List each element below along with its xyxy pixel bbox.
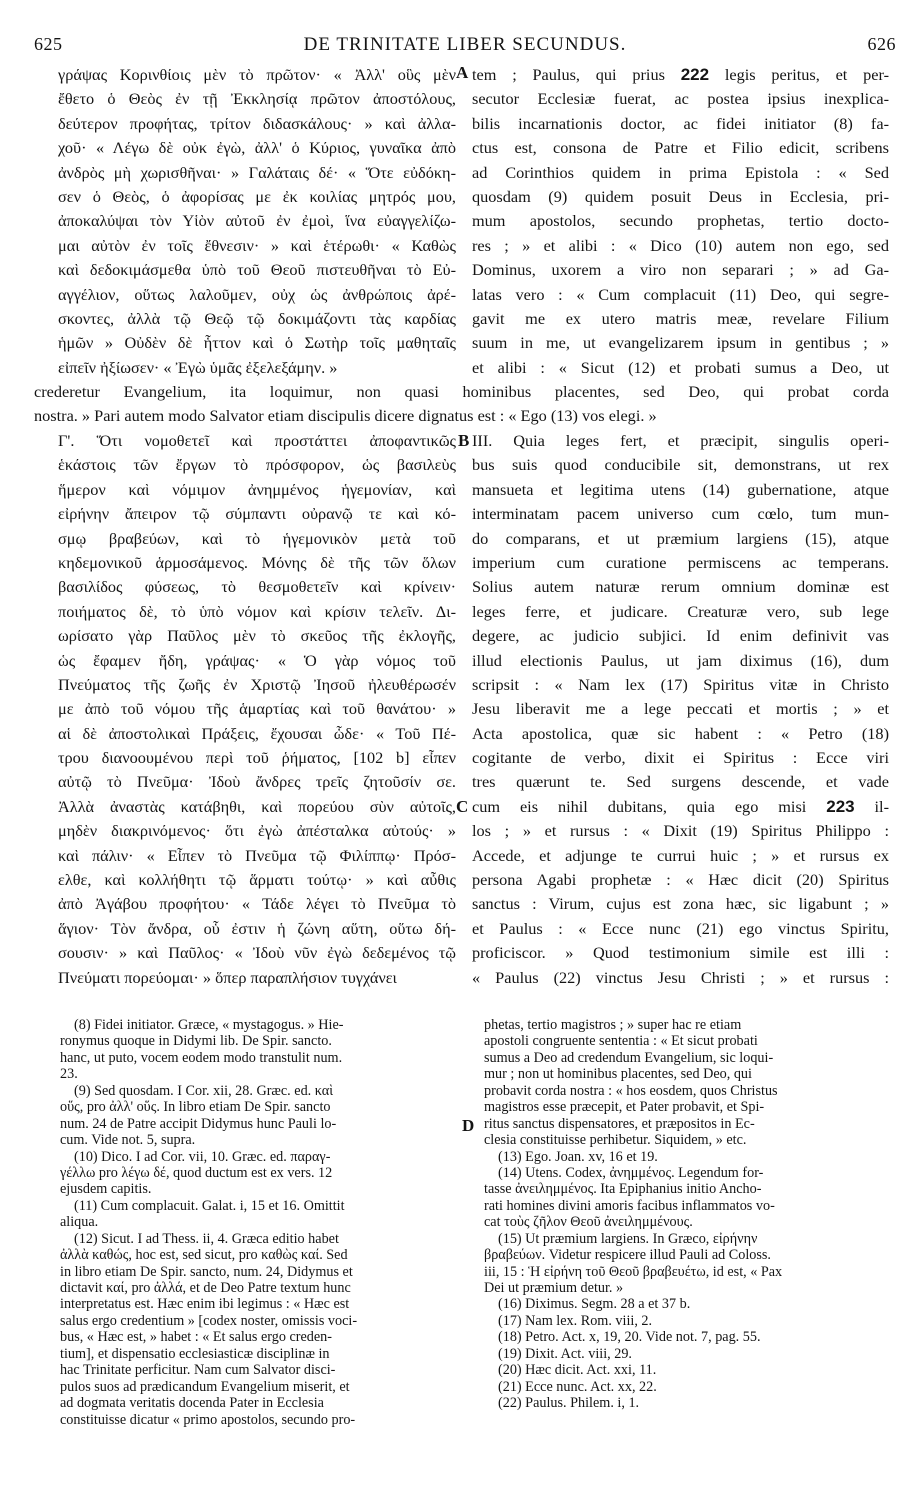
footnote-line: (14) Utens. Codex, ἀνημμένος. Legendum for-: [498, 1164, 764, 1181]
footnote-line: ronymus quoque in Didymi lib. De Spir. sancto.: [60, 1033, 332, 1050]
latin-line: bus suis quod conducibile sit, demonstrans, ut rex: [472, 455, 889, 475]
greek-line: σεν ὁ Θεὸς, ὁ ἀφορίσας με ἐκ κοιλίας μητρός μου,: [58, 186, 456, 206]
footnote-line: interpretatus est. Hæc enim ibi legimus : « Hæc est: [60, 1296, 350, 1313]
latin-line: sanctus : Virum, cujus est zona hæc, sic ligabunt ; »: [472, 894, 889, 914]
latin-line: secutor Ecclesiæ fuerat, ac postea ipsius inexplica-: [472, 89, 889, 109]
greek-column-top: [58, 63, 456, 380]
latin-line: scripsit : « Nam lex (17) Spiritus vitæ in Christo: [472, 674, 889, 694]
latin-line: persona Agabi prophetæ : « Hæc dicit (20) Spiritus: [472, 870, 889, 890]
latin-line: et Paulus : « Ecce nunc (21) ego vinctus Spiritu,: [472, 918, 889, 938]
greek-line: αὐτῷ τὸ Πνεῦμα· Ἰδοὺ ἄνδρες τρεῖς ζητοῦσίν σε.: [58, 772, 456, 792]
latin-line: Solius autem naturæ rerum omnium dominæ est: [472, 577, 889, 597]
margin-marker-d: D: [462, 1116, 475, 1135]
footnote-line: (10) Dico. I ad Cor. vii, 10. Græc. ed. παραγ-: [74, 1148, 331, 1165]
running-title: DE TRINITATE LIBER SECUNDUS.: [303, 34, 627, 55]
footnote-line: (9) Sed quosdam. I Cor. xii, 28. Græc. ed. καὶ: [74, 1082, 334, 1099]
footnote-line: (20) Hæc dicit. Act. xxi, 11.: [498, 1362, 657, 1379]
full-width-line: crederetur Evangelium, ita loquimur, non quasi hominibus placentes, sed Deo, qui probat corda: [34, 382, 889, 401]
latin-line: leges ferre, et judicare. Creaturæ vero, sub lege: [472, 601, 889, 621]
latin-line: imperium cum curatione permiscens ac temperans.: [472, 552, 889, 572]
footnote-line: sumus a Deo ad credendum Evangelium, sic loqui-: [484, 1049, 774, 1066]
latin-line: Accede, et adjunge te currui huic ; » et rursus ex: [472, 845, 889, 865]
latin-line: bilis incarnationis doctor, ac fidei initiator (8) fa-: [472, 113, 889, 133]
latin-line: mum apostolos, secundo prophetas, tertio docto-: [472, 211, 889, 231]
greek-line: ἥμερον καὶ νόμιμον ἀνημμένος ἡγεμονίαν, καὶ: [58, 479, 456, 499]
greek-line: ελθε, καὶ κολλήθητι τῷ ἅρματι τούτῳ· » καὶ αὖθις: [58, 870, 456, 890]
footnote-line: apostoli congruente sententia : « Et sicut probati: [484, 1033, 758, 1050]
latin-line: interminatam pacem universo cum cœlo, tum mun-: [472, 504, 889, 524]
latin-line: cogitante de verbo, dixit ei Spiritus : Ecce viri: [472, 748, 889, 768]
folio-number: 222: [680, 65, 710, 84]
greek-line: ἀποκαλύψαι τὸν Υἱὸν αὐτοῦ ἐν ἐμοὶ, ἵνα εὐαγγελίζω-: [58, 211, 456, 231]
footnote-line: (13) Ego. Joan. xv, 16 et 19.: [498, 1148, 658, 1165]
greek-column-bottom: [58, 429, 456, 990]
greek-line: ἀνδρὸς μὴ χωρισθῆναι· » Γαλάταις δέ· « Ὅτε εὐδόκη-: [58, 162, 456, 182]
footnote-line: (21) Ecce nunc. Act. xx, 22.: [498, 1378, 657, 1395]
footnote-line: (12) Sicut. I ad Thess. ii, 4. Græca editio habet: [74, 1230, 339, 1247]
footnote-line: οὕς, pro ἀλλ' οὕς. In libro etiam De Spir. sancto: [60, 1099, 331, 1116]
greek-line: εἰπεῖν ἠξίωσεν· « Ἐγὼ ὑμᾶς ἐξελεξάμην. »: [58, 357, 338, 377]
folio-number: 223: [826, 796, 855, 816]
greek-line: χοῦ· « Λέγω δὲ οὐκ ἐγὼ, ἀλλ' ὁ Κύριος, γυναῖκα ἀπὸ: [58, 138, 456, 158]
latin-line: [472, 63, 889, 87]
footnote-line: (18) Petro. Act. x, 19, 20. Vide not. 7, pag. 55.: [498, 1329, 761, 1346]
greek-line: Ἀλλὰ ἀναστὰς κατάβηθι, καὶ πορεύου σὺν αὐτοῖς,: [58, 796, 456, 816]
latin-line: do comparans, et ut præmium largiens (15), atque: [472, 528, 889, 548]
latin-column-bottom: [472, 429, 889, 990]
footnote-line: γέλλω pro λέγω δέ, quod ductum est ex vers. 12: [60, 1164, 333, 1181]
latin-line: Dominus, uxorem a viro non separari ; » ad Ga-: [472, 260, 889, 280]
greek-line: κηδεμονικοῦ ἁρμοσάμενος. Μόνης δὲ τῆς τῶν ὅλων: [58, 552, 456, 572]
footnote-line: constituisse dicatur « primo apostolos, secundo pro-: [60, 1411, 356, 1428]
latin-line: latas vero : « Cum complacuit (11) Deo, qui segre-: [472, 284, 889, 304]
footnote-line: tium], et dispensatio ecclesiasticæ disciplinæ in: [60, 1345, 330, 1362]
greek-line: γράψας Κορινθίοις μὲν τὸ πρῶτον· « Ἀλλ' οὓς μὲν: [58, 65, 456, 84]
greek-line: δεύτερον προφήτας, τρίτον διδασκάλους· » καὶ ἀλλα-: [58, 113, 456, 133]
greek-line: αἱ δὲ ἀποστολικαὶ Πράξεις, ἔχουσαι ὧδε· « Τοῦ Πέ-: [58, 723, 456, 743]
footnote-line: hanc, ut puto, vocem eodem modo transtulit num.: [60, 1049, 343, 1066]
margin-marker-b: B: [458, 431, 470, 450]
latin-line: Acta apostolica, quæ sic habent : « Petro (18): [472, 723, 889, 743]
latin-line: tres quærunt te. Sed surgens descende, et vade: [472, 772, 889, 792]
footnote-line: salus ergo credentium » [codex noster, omissis voci-: [60, 1312, 358, 1329]
greek-line: τρου διανοουμένου περὶ τοῦ ῥήματος, [102 b] εἶπεν: [58, 748, 456, 768]
greek-line: Πνεύματι πορεύομαι· » ὅπερ παραπλήσιον τυγχάνει: [58, 967, 397, 987]
footnote-line: ejusdem capitis.: [60, 1181, 152, 1198]
greek-line: ὡς ἔφαμεν ἤδη, γράψας· « Ὁ γὰρ νόμος τοῦ: [58, 650, 456, 670]
footnote-line: iii, 15 : Ἡ εἰρήνη τοῦ Θεοῦ βραβευέτω, id est, « Pax: [484, 1263, 783, 1280]
greek-line: αγγέλιον, οὕτως λαλοῦμεν, οὐχ ὡς ἀνθρώποις ἀρέ-: [58, 284, 456, 304]
footnote-line: clesia constituisse perhibetur. Siquidem, » etc.: [484, 1132, 747, 1149]
latin-line: suum in me, ut evangelizarem ipsum in gentibus ; »: [472, 333, 889, 353]
latin-line: degere, ac judicio subjici. Id enim definivit vas: [472, 626, 889, 646]
margin-marker-c: C: [456, 797, 469, 816]
greek-line: μηδὲν διακρινόμενος· ὅτι ἐγὼ ἀπέσταλκα αὐτούς· »: [58, 821, 456, 841]
greek-line: σουσιν· » καὶ Παῦλος· « Ἰδοὺ νῦν ἐγὼ δεδεμένος τῷ: [58, 943, 456, 963]
latin-line-text: tem ; Paulus, qui prius: [472, 65, 681, 84]
footnote-line: (11) Cum complacuit. Galat. i, 15 et 16. Omittit: [74, 1197, 345, 1214]
footnote-line: rati homines divini amoris facibus inflammatos vo-: [484, 1197, 775, 1214]
greek-line: καὶ πάλιν· « Εἶπεν τὸ Πνεῦμα τῷ Φιλίππῳ· Πρόσ-: [58, 845, 456, 865]
footnote-line: (22) Paulus. Philem. i, 1.: [498, 1395, 640, 1412]
footnote-line: βραβεύων. Videtur respicere illud Pauli ad Coloss.: [484, 1247, 771, 1264]
greek-line: ἑκάστοις τῶν ἔργων τὸ πρόσφορον, ὡς βασιλεὺς: [58, 455, 456, 475]
greek-line: ἔθετο ὁ Θεὸς ἐν τῇ Ἐκκλησίᾳ πρῶτον ἀποστόλους,: [58, 89, 456, 109]
footnote-line: pulos suos ad prædicandum Evangelium miserit, et: [60, 1378, 350, 1395]
greek-line: μαι αὐτὸν ἐν τοῖς ἔθνεσιν· » καὶ ἑτέρωθι· « Καθὼς: [58, 235, 456, 255]
greek-line: σκοντες, ἀλλὰ τῷ Θεῷ τῷ δοκιμάζοντι τὰς καρδίας: [58, 308, 456, 328]
page-number-right: 626: [867, 34, 896, 54]
latin-line: III. Quia leges fert, et præcipit, singulis operi-: [472, 431, 889, 450]
footnote-line: (16) Diximus. Segm. 28 a et 37 b.: [498, 1296, 691, 1313]
footnote-line: bus, « Hæc est, » habet : « Et salus ergo creden-: [60, 1329, 332, 1346]
latin-line: quosdam (9) quidem posuit Deus in Ecclesia, pri-: [472, 186, 889, 206]
latin-line: ad Corinthios quidem in prima Epistola : « Sed: [472, 162, 889, 182]
latin-line: proficiscor. » Quod testimonium simile est illi :: [472, 943, 889, 963]
footnote-line: cum. Vide not. 5, supra.: [60, 1132, 196, 1149]
footnote-line: ἀλλὰ καθώς, hoc est, sed sicut, pro καθὼς καί. Sed: [60, 1247, 348, 1264]
full-width-lines: [34, 380, 889, 429]
footnote-line: probavit corda nostra : « hos eosdem, quos Christus: [484, 1082, 778, 1099]
greek-line: Γ'. Ὅτι νομοθετεῖ καὶ προστάττει ἀποφαντικῶς: [58, 431, 456, 450]
latin-line: ctus est, consona de Patre et Filio edicit, scribens: [472, 138, 889, 158]
latin-line: mansueta et legitima utens (14) gubernatione, atque: [472, 479, 889, 499]
latin-line: gavit me ex utero matris meæ, revelare Filium: [472, 308, 889, 328]
latin-line-text: il-: [854, 796, 889, 816]
latin-line: Jesu liberavit me a lege peccati et mortis ; » et: [472, 699, 889, 719]
footnote-line: (17) Nam lex. Rom. viii, 2.: [498, 1312, 653, 1329]
greek-line: ποιήματος δὲ, τὸ ὑπὸ νόμον καὶ κρίσιν τελεῖν. Δι-: [58, 601, 456, 621]
footnote-line: aliqua.: [60, 1214, 99, 1231]
footnote-line: ritus sanctus dispensatores, et præpositos in Ec-: [484, 1115, 755, 1132]
footnote-line: ad dogmata veritatis docenda Pater in Ecclesia: [60, 1395, 324, 1412]
footnote-line: Dei ut præmium detur. »: [484, 1280, 624, 1296]
footnote-line: dictavit καί, pro ἀλλά, et de Deo Patre textum hunc: [60, 1280, 351, 1296]
footnote-line: (19) Dixit. Act. viii, 29.: [498, 1345, 632, 1362]
footnotes-right: [484, 1017, 888, 1412]
latin-line: res ; » et alibi : « Dico (10) autem non ego, sed: [472, 235, 889, 255]
footnote-line: (8) Fidei initiator. Græce, « mystagogus. » Hie-: [74, 1017, 344, 1033]
greek-line: ἅγιον· Τὸν ἄνδρα, οὗ ἐστιν ἡ ζώνη αὕτη, οὕτω δή-: [58, 918, 456, 938]
running-header: [34, 34, 896, 60]
footnote-line: tasse ἀνειλημμένος. Ita Epiphanius initio Ancho-: [484, 1181, 762, 1198]
footnotes-left: [60, 1017, 456, 1428]
footnote-line: mur ; non ut hominibus placentes, sed Deo, qui: [484, 1066, 752, 1083]
footnote-line: (15) Ut præmium largiens. In Græco, εἰρήνην: [498, 1230, 758, 1247]
footnote-line: cat τοὺς ζῆλον Θεοῦ ἀνειλημμένους.: [484, 1214, 693, 1231]
page-number-left: 625: [34, 34, 63, 54]
greek-line: ωρίσατο γὰρ Παῦλος μὲν τὸ σκεῦος τῆς ἐκλογῆς,: [58, 626, 456, 646]
margin-marker-a: A: [456, 63, 469, 82]
greek-line: Πνεύματος τῆς ζωῆς ἐν Χριστῷ Ἰησοῦ ἠλευθέρωσέν: [58, 674, 456, 694]
footnote-line: hac Trinitate perficitur. Nam cum Salvator disci-: [60, 1362, 336, 1379]
latin-line: illud electionis Paulus, ut jam diximus (16), dum: [472, 650, 889, 670]
greek-line: ἀπὸ Ἀγάβου προφήτου· « Τάδε λέγει τὸ Πνεῦμα τὸ: [58, 894, 456, 914]
latin-column-top: [472, 63, 889, 380]
greek-line: εἰρήνην ἄπειρον τῷ σύμπαντι οὐρανῷ τε καὶ κό-: [58, 504, 456, 524]
full-width-line: nostra. » Pari autem modo Salvator etiam discipulis dicere dignatus est : « Ego (13) vos elegi. »: [34, 406, 657, 426]
footnote-line: phetas, tertio magistros ; » super hac re etiam: [484, 1017, 742, 1033]
greek-line: ἡμῶν » Οὐδὲν δὲ ἧττον καὶ ὁ Σωτὴρ τοῖς μαθηταῖς: [58, 333, 456, 353]
greek-line: με ἀπὸ τοῦ νόμου τῆς ἁμαρτίας καὶ τοῦ θανάτου· »: [58, 699, 456, 719]
latin-line-text: legis peritus, et per-: [709, 65, 889, 84]
greek-line: βασιλίδος φύσεως, τὸ θεσμοθετεῖν καὶ κρίνειν·: [58, 577, 456, 597]
footnote-line: num. 24 de Patre accipit Didymus hunc Pauli lo-: [60, 1115, 337, 1132]
latin-line: [472, 795, 889, 819]
greek-line: σμῳ βραβεύων, καὶ τὸ ἡγεμονικὸν μετὰ τοῦ: [58, 528, 456, 548]
latin-line: « Paulus (22) vinctus Jesu Christi ; » et rursus :: [472, 967, 889, 987]
footnote-line: magistros esse præcepit, et Pater probavit, et Spi-: [484, 1099, 765, 1116]
greek-line: καὶ δεδοκιμάσμεθα ὑπὸ τοῦ Θεοῦ πιστευθῆναι τὸ Εὐ-: [58, 260, 456, 280]
latin-line: los ; » et rursus : « Dixit (19) Spiritus Philippo :: [472, 821, 889, 841]
latin-line-text: cum eis nihil dubitans, quia ego misi: [472, 796, 827, 816]
latin-line: et alibi : « Sicut (12) et probati sumus a Deo, ut: [472, 357, 889, 377]
footnote-line: 23.: [60, 1066, 78, 1083]
footnote-line: in libro etiam De Spir. sancto, num. 24, Didymus et: [60, 1263, 353, 1280]
